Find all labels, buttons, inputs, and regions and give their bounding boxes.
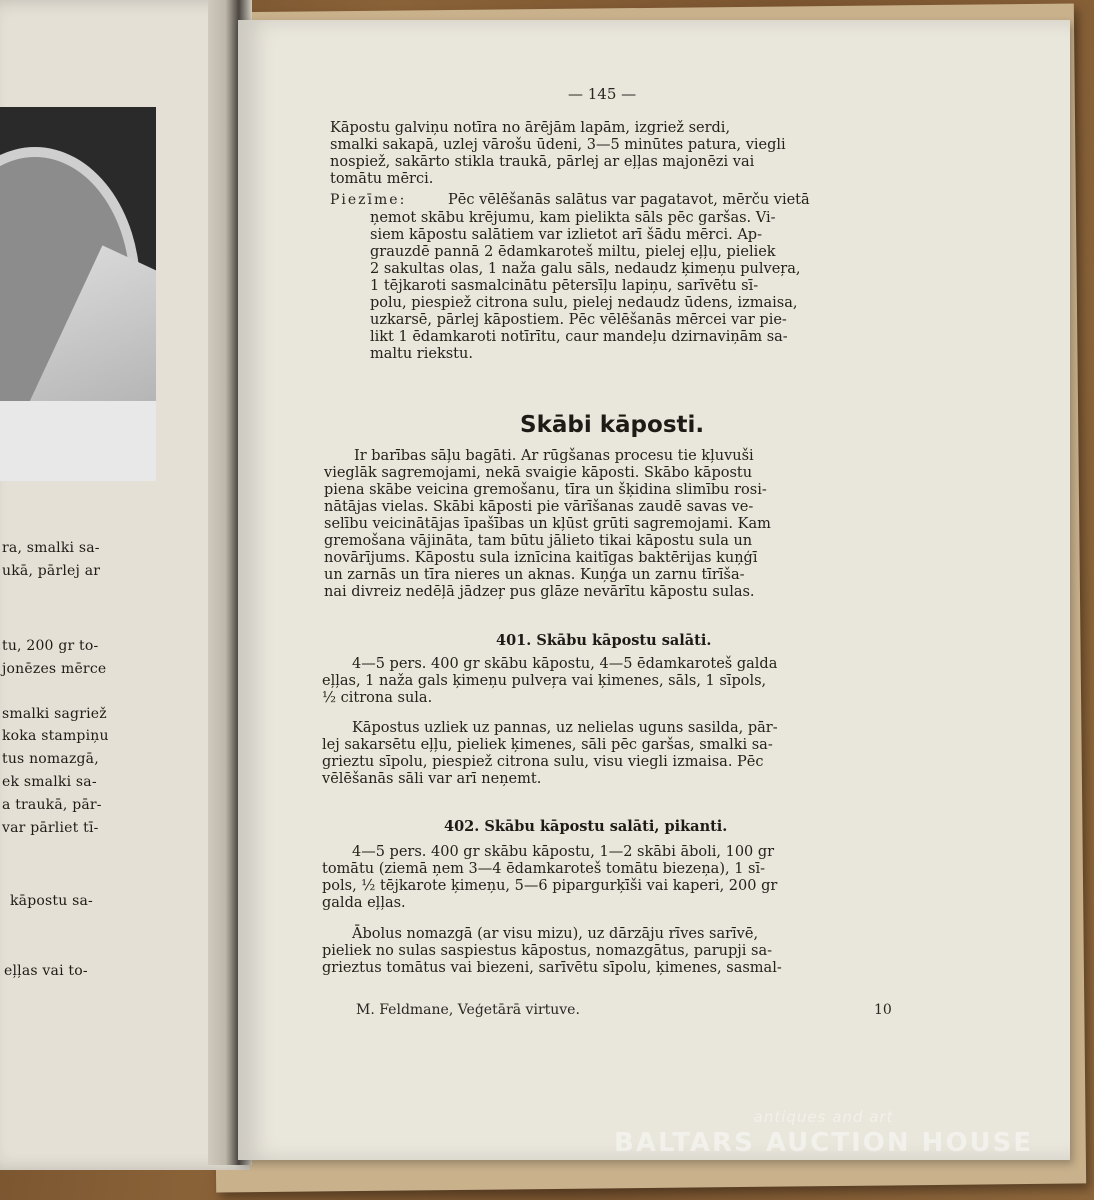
left-fragment: tus nomazgā, — [2, 751, 99, 767]
text-line: piena skābe veicina gremošanu, tīra un šķidina slimību rosi- — [324, 482, 767, 498]
watermark-tagline: antiques and art — [753, 1108, 894, 1126]
page-number: — 145 — — [568, 85, 637, 103]
text-line: Ir barības sāļu bagāti. Ar rūgšanas procesu tie kļuvuši — [354, 448, 754, 464]
text-line: siem kāpostu salātiem var izlietot arī šādu mērci. Ap- — [370, 227, 762, 243]
left-fragment: a traukā, pār- — [2, 797, 102, 813]
text-line: Ābolus nomazgā (ar visu mizu), uz dārzāju rīves sarīvē, — [352, 926, 759, 942]
text-line: ½ citrona sula. — [322, 690, 433, 706]
left-fragment: koka stampiņu — [2, 728, 109, 744]
right-page — [238, 20, 1070, 1160]
recipe-402-title: 402. Skābu kāpostu salāti, pikanti. — [444, 818, 728, 835]
intro-paragraph — [330, 120, 926, 188]
text-line: vieglāk sagremojami, nekā svaigie kāposti. Skābo kāpostu — [324, 465, 753, 481]
text-line: uzkarsē, pārlej kāpostiem. Pēc vēlēšanās mērcei var pie- — [370, 312, 787, 328]
salad-photo — [0, 107, 156, 481]
left-fragment: eļļas vai to- — [4, 963, 88, 979]
left-fragment: kāpostu sa- — [10, 893, 93, 909]
recipe-402-steps — [322, 926, 922, 977]
left-fragment: smalki sagriež — [2, 706, 107, 722]
text-line: polu, piespiež citrona sulu, pielej nedaudz ūdens, izmaisa, — [370, 295, 798, 311]
left-fragment: ukā, pārlej ar — [2, 563, 101, 579]
recipe-401-title: 401. Skābu kāpostu salāti. — [496, 632, 712, 649]
text-line: Pēc vēlēšanās salātus var pagatavot, mērču vietā — [448, 192, 810, 208]
text-line: tomātu mērci. — [330, 171, 434, 187]
footer-signature-number: 10 — [874, 1002, 892, 1018]
sauerkraut-paragraph — [324, 448, 924, 601]
footer-book-title: M. Feldmane, Veģetārā virtuve. — [356, 1002, 580, 1018]
text-line: 4—5 pers. 400 gr skābu kāpostu, 4—5 ēdamkaroteš galda — [352, 656, 778, 672]
text-line: galda eļļas. — [322, 895, 406, 911]
note-label: Piezīme: — [330, 192, 407, 208]
section-heading: Skābi kāposti. — [520, 412, 705, 438]
text-line: novārījums. Kāpostu sula iznīcina kaitīgas baktērijas kuņģī — [324, 550, 758, 566]
recipe-402-ingredients — [322, 844, 922, 912]
left-fragment: ra, smalki sa- — [2, 540, 100, 556]
text-line: Kāpostus uzliek uz pannas, uz nelielas uguns sasilda, pār- — [352, 720, 778, 736]
text-line: pieliek no sulas saspiestus kāpostus, nomazgātus, parupji sa- — [322, 943, 772, 959]
note-paragraph — [448, 192, 928, 209]
text-line: likt 1 ēdamkaroti notīrītu, caur mandeļu dzirnaviņām sa- — [370, 329, 788, 345]
text-line: Kāpostu galviņu notīra no ārējām lapām, izgriež serdi, — [330, 120, 731, 136]
text-line: lej sakarsētu eļļu, pieliek ķimenes, sāli pēc garšas, smalki sa- — [322, 737, 773, 753]
text-line: 4—5 pers. 400 gr skābu kāpostu, 1—2 skābi āboli, 100 gr — [352, 844, 775, 860]
text-line: smalki sakapā, uzlej vārošu ūdeni, 3—5 minūtes patura, viegli — [330, 137, 786, 153]
auction-watermark — [614, 1108, 1033, 1158]
watermark-brand: BALTARS AUCTION HOUSE — [614, 1128, 1034, 1158]
left-fragment: jonēzes mērce — [2, 661, 107, 677]
text-line: grauzdē pannā 2 ēdamkaroteš miltu, pielej eļļu, pieliek — [370, 244, 776, 260]
text-line: vēlēšanās sāli var arī neņemt. — [322, 771, 542, 787]
text-line: nai divreiz nedēļā jādzeŗ pus glāze nevārītu kāpostu sulas. — [324, 584, 755, 600]
text-line: tomātu (ziemā ņem 3—4 ēdamkaroteš tomātu biezeņa), 1 sī- — [322, 861, 766, 877]
text-line: pols, ½ tējkarote ķimeņu, 5—6 pipargurķīši vai kaperi, 200 gr — [322, 878, 778, 894]
recipe-401-ingredients — [322, 656, 922, 707]
note-paragraph-cont — [370, 210, 930, 363]
recipe-401-steps — [322, 720, 922, 788]
text-line: eļļas, 1 naža gals ķimeņu pulveŗa vai ķimenes, sāls, 1 sīpols, — [322, 673, 767, 689]
left-fragment: var pārliet tī- — [2, 820, 99, 836]
tablecloth-graphic — [0, 401, 156, 481]
text-line: grieztus tomātus vai biezeni, sarīvētu sīpolu, ķimenes, sasmal- — [322, 960, 782, 976]
text-line: nospiež, sakārto stikla traukā, pārlej ar eļļas majonēzi vai — [330, 154, 755, 170]
left-fragment: tu, 200 gr to- — [2, 638, 99, 654]
text-line: selību veicinātājas īpašības un kļūst grūti sagremojami. Kam — [324, 516, 771, 532]
text-line: ņemot skābu krējumu, kam pielikta sāls pēc garšas. Vi- — [370, 210, 776, 226]
left-fragment: ek smalki sa- — [2, 774, 97, 790]
text-line: 1 tējkaroti sasmalcinātu pētersīļu lapiņu, sarīvētu sī- — [370, 278, 759, 294]
text-line: nātājas vielas. Skābi kāposti pie vārīšanas zaudē savas ve- — [324, 499, 754, 515]
text-line: maltu riekstu. — [370, 346, 473, 362]
text-line: gremošana vājināta, tam būtu jālieto tikai kāpostu sula un — [324, 533, 753, 549]
text-line: grieztu sīpolu, piespiež citrona sulu, visu viegli izmaisa. Pēc — [322, 754, 764, 770]
text-line: un zarnās un tīra nieres un aknas. Kuņģa un zarnu tīrīša- — [324, 567, 745, 583]
text-line: 2 sakultas olas, 1 naža galu sāls, nedaudz ķimeņu pulveŗa, — [370, 261, 801, 277]
